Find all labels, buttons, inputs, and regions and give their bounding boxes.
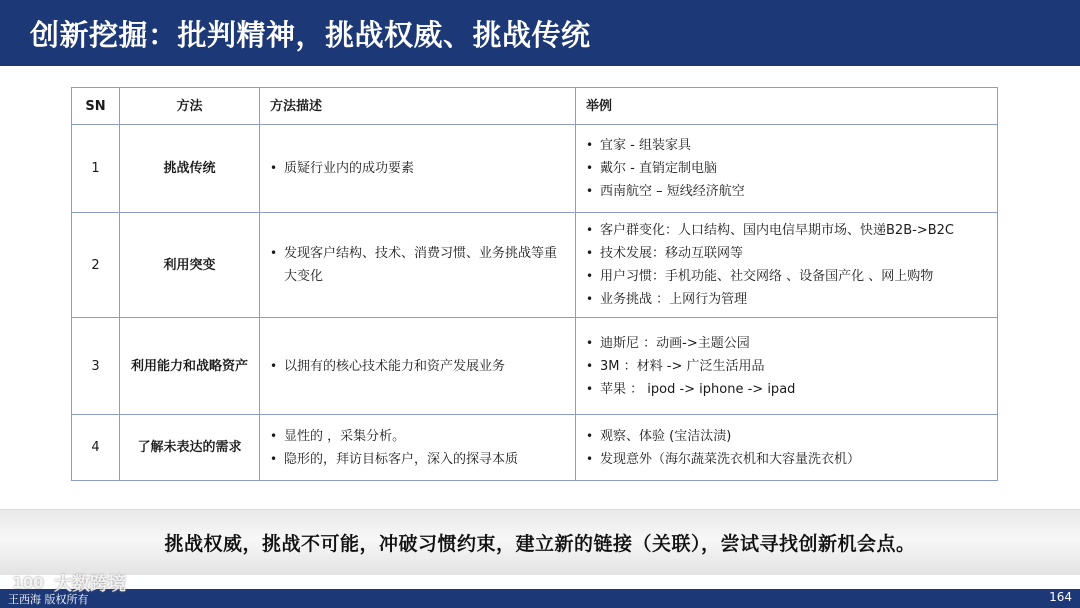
copyright-text: 王西海 版权所有 <box>8 593 89 606</box>
slide-title: 创新挖掘：批判精神，挑战权威、挑战传统 <box>30 17 591 52</box>
bottom-bar <box>0 589 1080 608</box>
row-sn: 3 <box>72 318 120 415</box>
row-method: 利用突变 <box>120 213 260 318</box>
row-examples <box>576 318 998 415</box>
title-bar <box>0 0 1080 66</box>
table-row <box>72 125 998 213</box>
row-examples <box>576 213 998 318</box>
description-item: • 显性的 ，采集分析。 <box>270 425 569 448</box>
table-row <box>72 318 998 415</box>
row-sn: 2 <box>72 213 120 318</box>
example-item: • 观察、体验 (宝洁汰渍) <box>586 425 991 448</box>
row-method: 利用能力和战略资产 <box>120 318 260 415</box>
table-header-row <box>72 88 998 125</box>
example-item: • 发现意外（海尔蔬菜洗衣机和大容量洗衣机） <box>586 448 991 471</box>
table-row <box>72 213 998 318</box>
slogan-text: 挑战权威，挑战不可能，冲破习惯约束，建立新的链接（关联），尝试寻找创新机会点。 <box>164 533 916 555</box>
example-item: • 宜家 - 组装家具 <box>586 134 991 157</box>
example-item: • 西南航空 – 短线经济航空 <box>586 180 991 203</box>
methods-table <box>71 87 998 481</box>
description-item: • 质疑行业内的成功要素 <box>270 157 569 180</box>
header-sn: SN <box>72 88 120 125</box>
row-sn: 1 <box>72 125 120 213</box>
description-item: • 以拥有的核心技术能力和资产发展业务 <box>270 355 569 378</box>
row-method: 挑战传统 <box>120 125 260 213</box>
row-method: 了解未表达的需求 <box>120 415 260 481</box>
example-item: • 戴尔 - 直销定制电脑 <box>586 157 991 180</box>
row-description <box>260 318 576 415</box>
example-item: • 3M ：材料 -> 广泛生活用品 <box>586 355 991 378</box>
example-item: • 用户习惯：手机功能、社交网络 、设备国产化 、网上购物 <box>586 265 991 288</box>
row-sn: 4 <box>72 415 120 481</box>
header-examples: 举例 <box>576 88 998 125</box>
example-item: • 迪斯尼 ：动画->主题公园 <box>586 332 991 355</box>
page-number: 164 <box>1049 590 1072 604</box>
watermark <box>6 570 126 596</box>
row-description <box>260 125 576 213</box>
row-description <box>260 213 576 318</box>
slogan-band <box>0 509 1080 575</box>
description-item: • 发现客户结构、技术、消费习惯、业务挑战等重大变化 <box>270 242 569 288</box>
row-examples <box>576 415 998 481</box>
example-item: • 客户群变化：人口结构、国内电信早期市场、快递B2B->B2C <box>586 219 991 242</box>
row-examples <box>576 125 998 213</box>
example-item: • 苹果 ： ipod -> iphone -> ipad <box>586 378 991 401</box>
header-method: 方法 <box>120 88 260 125</box>
example-item: • 技术发展：移动互联网等 <box>586 242 991 265</box>
header-description: 方法描述 <box>260 88 576 125</box>
methods-table-container <box>71 87 997 481</box>
row-description <box>260 415 576 481</box>
watermark-text: 大数跨境 <box>54 574 126 595</box>
table-row <box>72 415 998 481</box>
description-item: • 隐形的，拜访目标客户，深入的探寻本质 <box>270 448 569 471</box>
watermark-logo-icon: 100 <box>12 574 44 592</box>
example-item: • 业务挑战 ：上网行为管理 <box>586 288 991 311</box>
